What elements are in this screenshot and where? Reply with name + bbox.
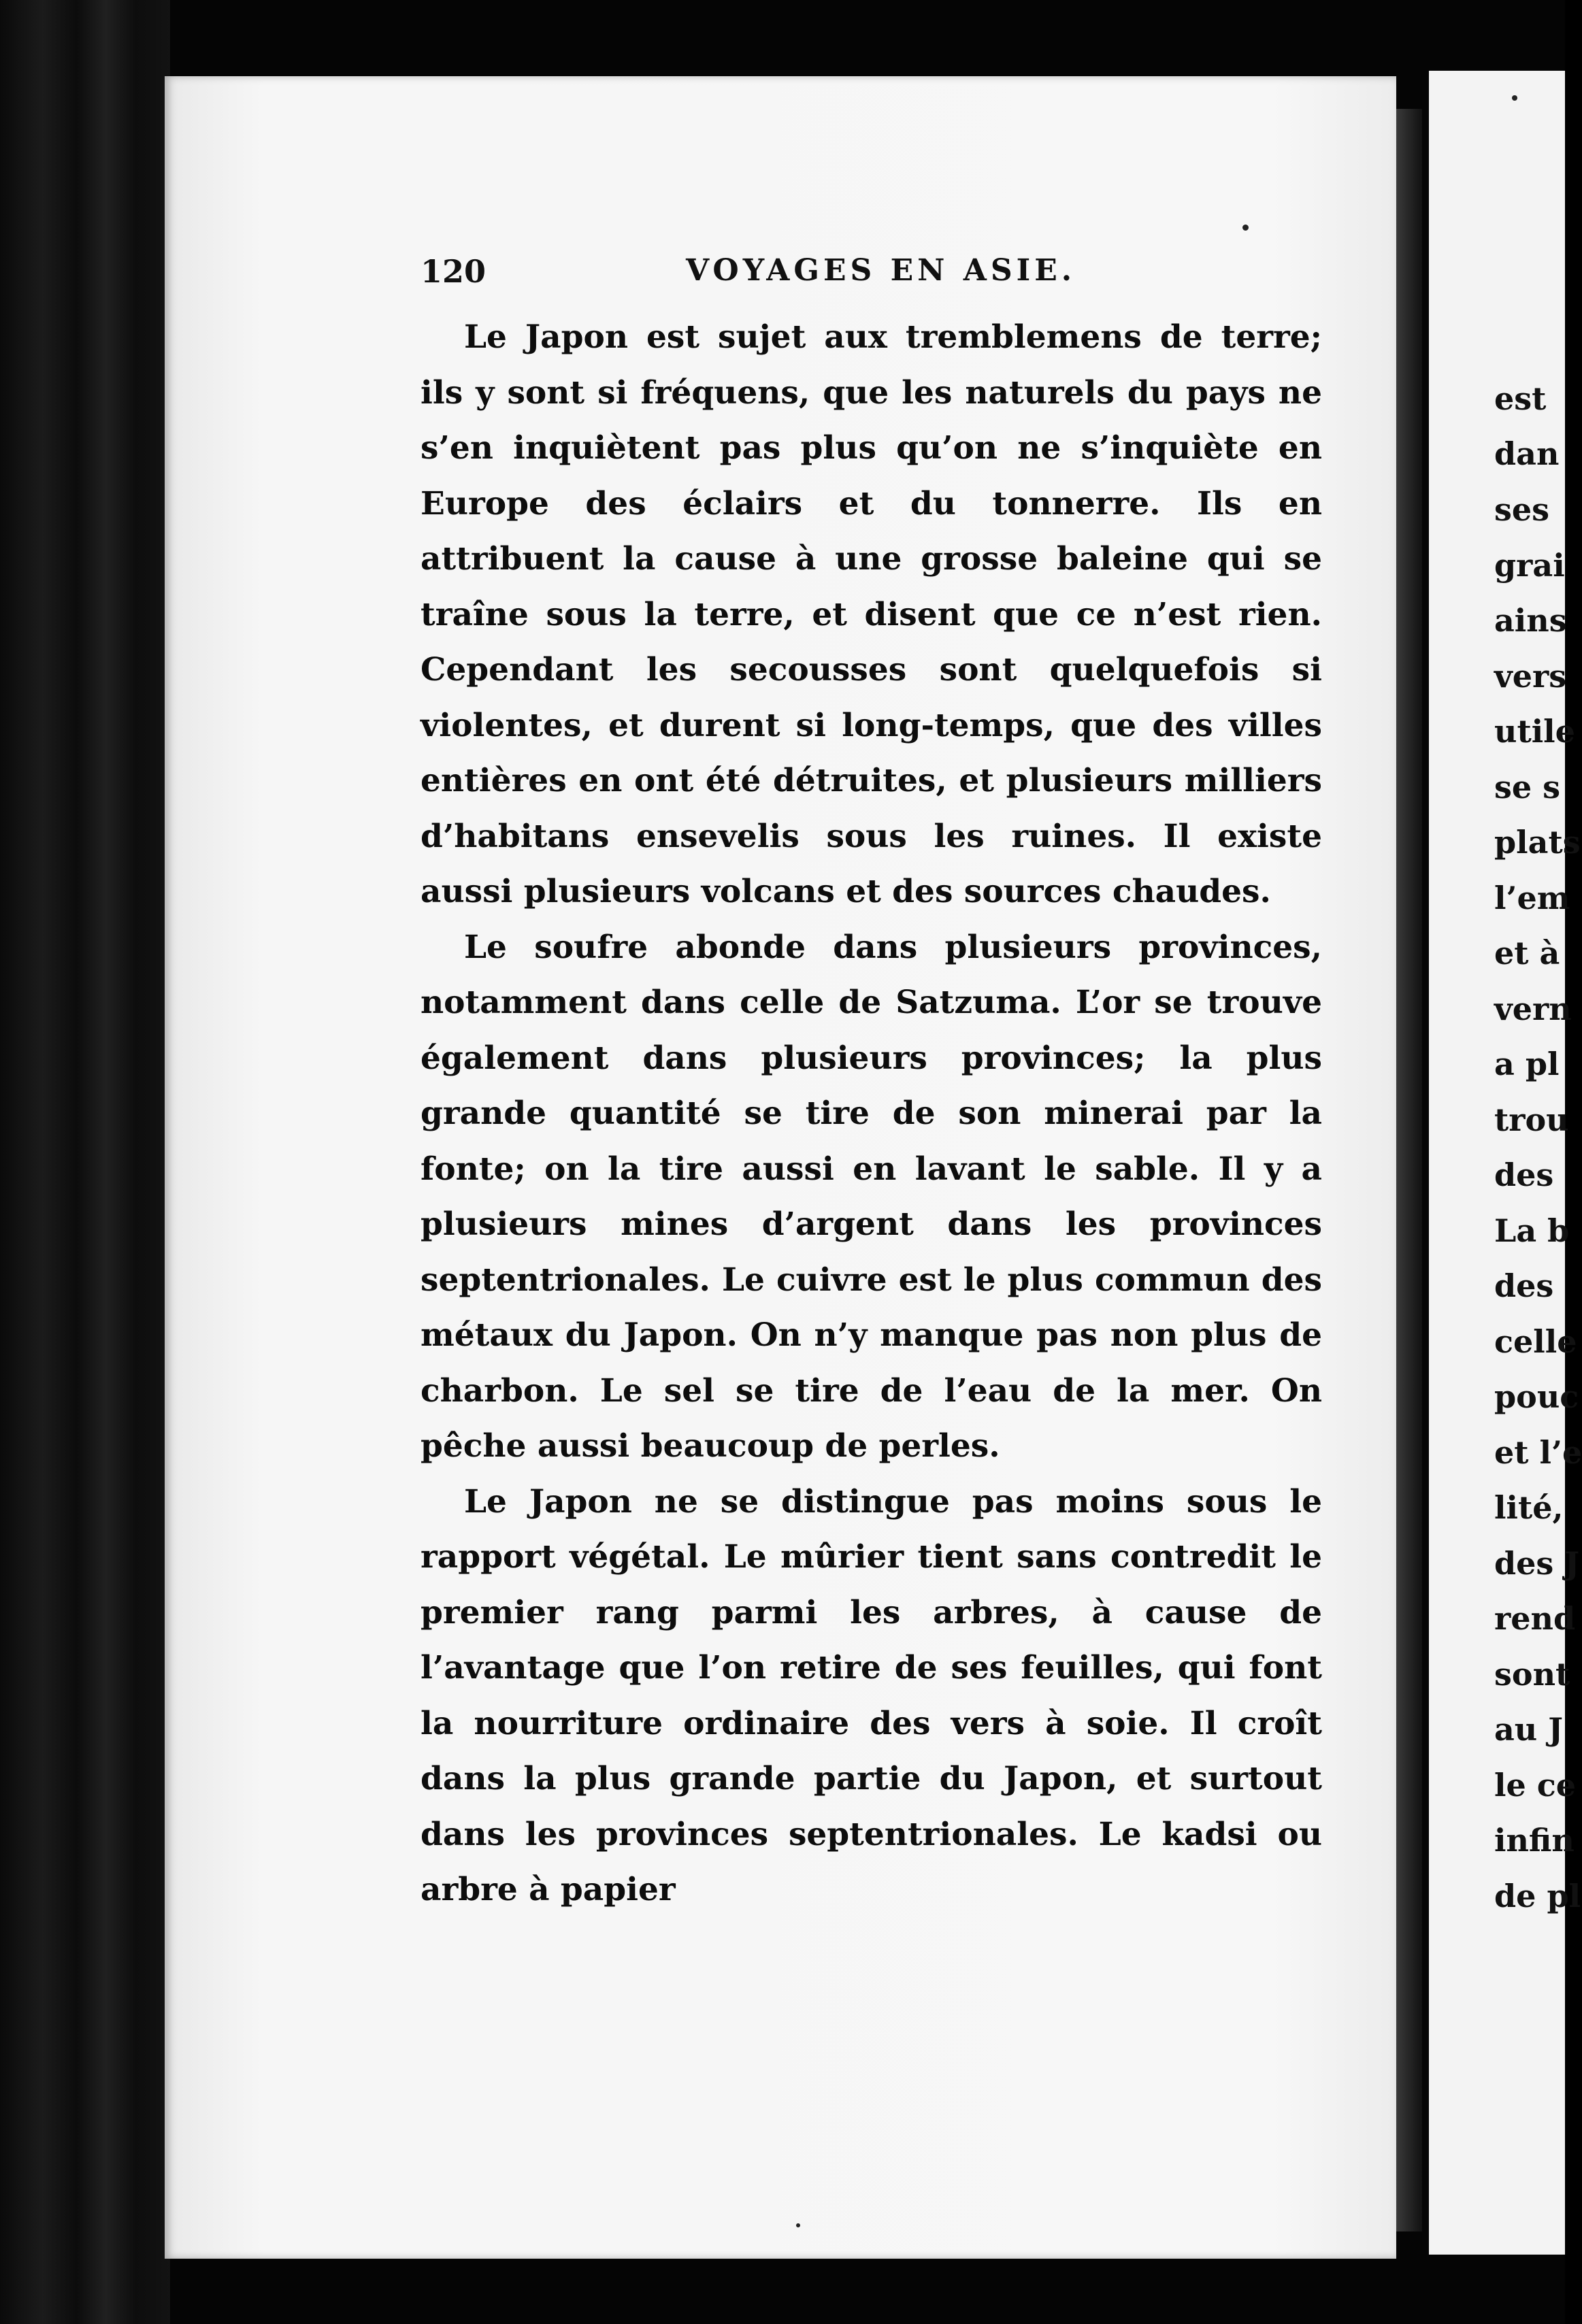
- facing-fragment: des: [1494, 1267, 1554, 1304]
- facing-fragment: celle: [1494, 1323, 1577, 1360]
- running-title: VOYAGES EN ASIE.: [686, 253, 1076, 288]
- facing-fragment: ains: [1494, 602, 1567, 639]
- facing-fragment: et à: [1494, 935, 1560, 972]
- ink-speck: [1512, 95, 1517, 101]
- facing-fragment: des J: [1494, 1545, 1580, 1582]
- facing-page: [1429, 71, 1582, 2255]
- facing-fragment: grai: [1494, 547, 1565, 584]
- paragraph-minerals: Le soufre abonde dans plusieurs provinces, notamment dans celle de Satzuma. L’or se trouve également dans plusieurs provinces; la plus grande quantité se tire de son minerai par la fonte; on la tire aussi en lavant le sable. Il y a plusieurs mines d’argent dans les provinces septentrionales. Le cuivre est le plus commun des métaux du Japon. On n’y manque pas non plus de charbon. Le sel se tire de l’eau de la mer. On pêche aussi beaucoup de perles.: [421, 928, 1322, 1465]
- ink-speck: [796, 2223, 800, 2227]
- page-number: 120: [421, 253, 487, 290]
- facing-fragment: La b: [1494, 1212, 1570, 1249]
- page-header: [421, 253, 1319, 294]
- facing-fragment: de pl: [1494, 1878, 1581, 1914]
- page-body: [421, 310, 1322, 1918]
- gutter-shadow: [1396, 109, 1422, 2231]
- facing-fragment: et l’e: [1494, 1434, 1582, 1471]
- facing-fragment: se s: [1494, 769, 1561, 806]
- facing-fragment: au J: [1494, 1711, 1564, 1748]
- paragraph-vegetation: Le Japon ne se distingue pas moins sous le rapport végétal. Le mûrier tient sans contredit le premier rang parmi les arbres, à cause de l’avantage que l’on retire de ses feuilles, qui font la nourriture ordinaire des vers à soie. Il croît dans la plus grande partie du Japon, et surtout dans les provinces septentrionales. Le kadsi ou arbre à papier: [421, 1482, 1322, 1908]
- facing-fragment: rend: [1494, 1600, 1576, 1637]
- facing-fragment: pouc: [1494, 1378, 1579, 1415]
- facing-fragment: vers: [1494, 658, 1567, 695]
- paragraph-earthquakes: Le Japon est sujet aux tremblemens de terre; ils y sont si fréquens, que les naturels du pays ne s’en inquiètent pas plus qu’on ne s’inquiète en Europe des éclairs et du tonnerre. Ils en attribuent la cause à une grosse baleine qui se traîne sous la terre, et disent que ce n’est rien. Cependant les secousses sont quelquefois si violentes, et durent si long-temps, que des villes entières en ont été détruites, et plusieurs milliers d’habitans ensevelis sous les ruines. Il existe aussi plusieurs volcans et des sources chaudes.: [421, 318, 1322, 910]
- facing-fragment: utile: [1494, 713, 1575, 750]
- facing-fragment: plats: [1494, 824, 1581, 861]
- facing-fragment: est: [1494, 380, 1547, 417]
- facing-fragment: sont: [1494, 1656, 1570, 1693]
- facing-fragment: des: [1494, 1157, 1554, 1193]
- facing-fragment: l’em: [1494, 880, 1570, 916]
- facing-fragment: infin: [1494, 1822, 1575, 1859]
- facing-fragment: lité,: [1494, 1489, 1564, 1526]
- facing-fragment: a pl: [1494, 1046, 1560, 1082]
- facing-fragment: ses: [1494, 491, 1550, 528]
- ink-speck: [1242, 225, 1249, 231]
- binding-edge: [0, 0, 170, 2324]
- facing-fragment: le ce: [1494, 1767, 1577, 1804]
- facing-fragment: dan: [1494, 435, 1560, 472]
- facing-fragment: vern: [1494, 991, 1572, 1027]
- facing-fragment: trou: [1494, 1101, 1569, 1138]
